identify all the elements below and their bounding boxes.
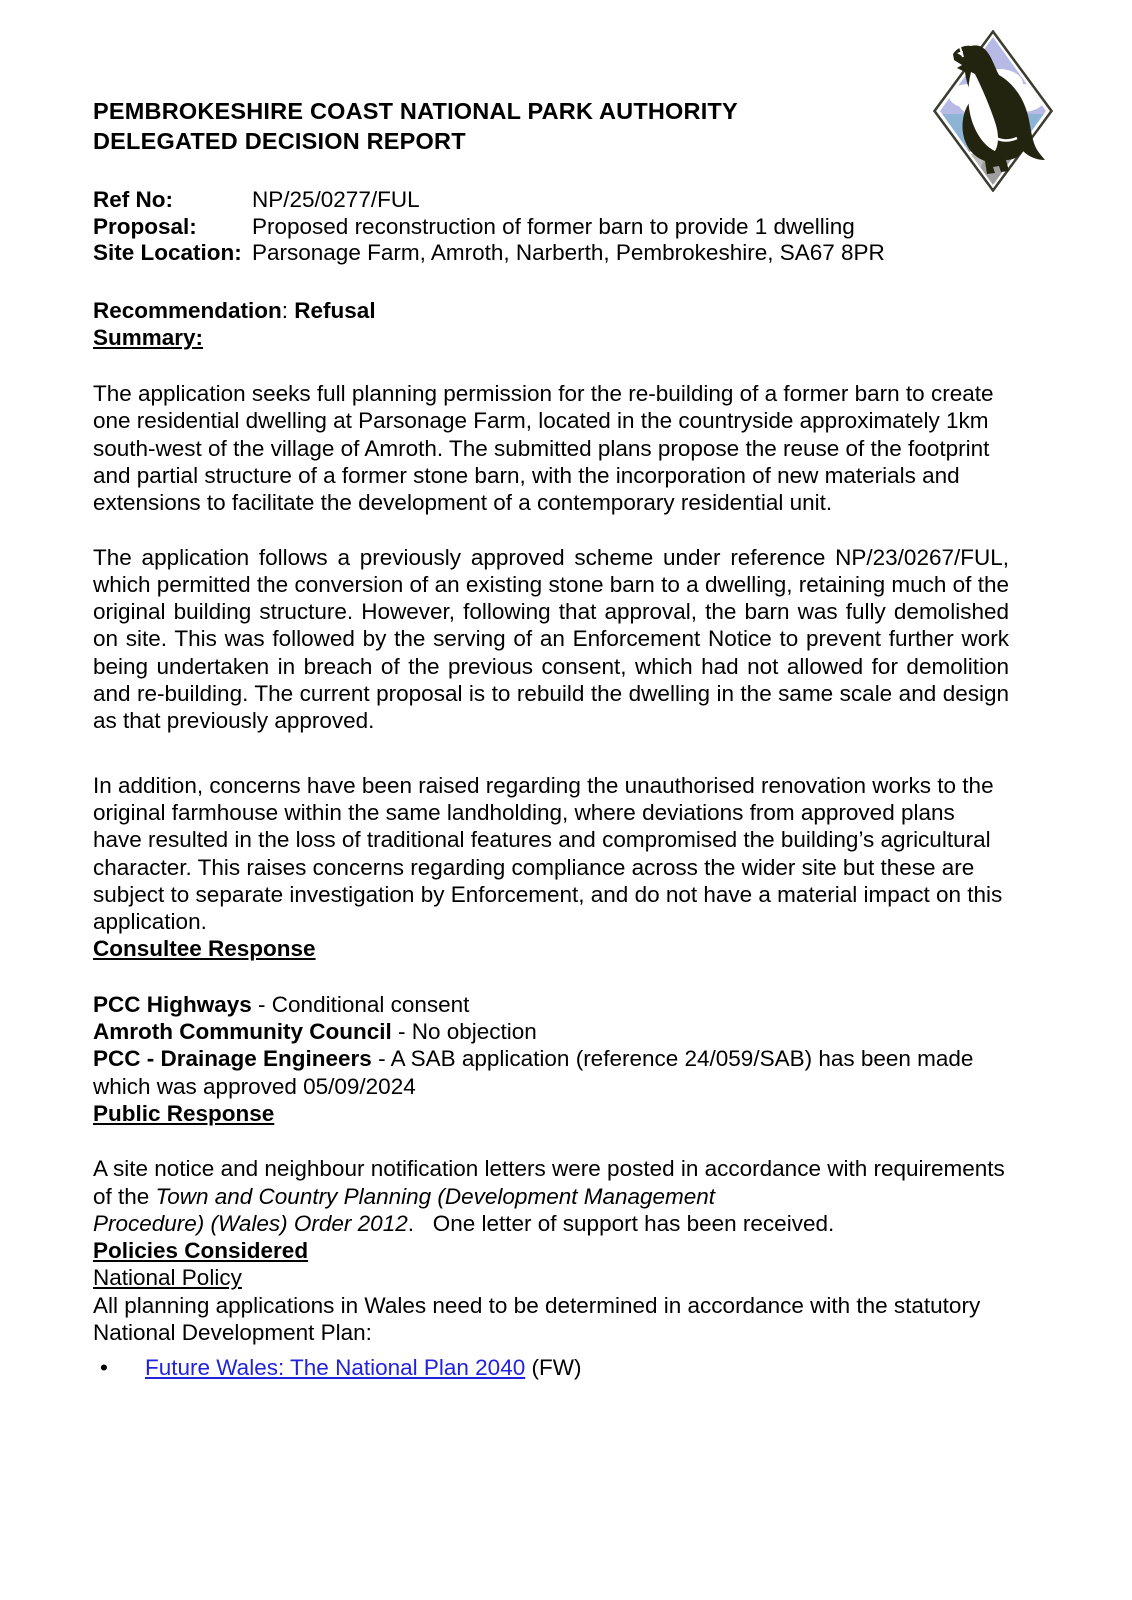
report-title <box>93 96 1009 156</box>
report-title-line2: DELEGATED DECISION REPORT <box>93 128 466 154</box>
statute-title-line2: Procedure) (Wales) Order 2012 <box>93 1210 408 1236</box>
summary-paragraph-2: The application follows a previously approved scheme under reference NP/23/0267/FUL, which permitted the conversion of an existing stone barn to a dwelling, retaining much of the original building structure. However, following that approval, the barn was fully demolished on site. This was followed by the serving of an Enforcement Notice to prevent further work being undertaken in breach of the previous consent, which had not allowed for demolition and re-building. The current proposal is to rebuild the dwelling in the same scale and design as that previously approved. <box>93 544 1009 734</box>
report-title-line1: PEMBROKESHIRE COAST NATIONAL PARK AUTHORITY <box>93 98 738 124</box>
recommendation-line <box>93 297 1009 324</box>
consultee-item-drainage-engineers <box>93 1045 1009 1100</box>
ref-no-value: NP/25/0277/FUL <box>252 187 420 212</box>
razorbill-diamond-icon <box>933 30 1053 192</box>
public-response-lead: A site notice and neighbour notification letters were posted in accordance with requirements of the <box>93 1156 1005 1209</box>
public-response-paragraph <box>93 1155 1009 1237</box>
application-meta <box>93 187 1009 267</box>
report-page <box>93 0 1009 1382</box>
public-response-heading: Public Response <box>93 1100 275 1126</box>
national-policy-subheading: National Policy <box>93 1265 242 1291</box>
site-location-label: Site Location: <box>93 240 242 265</box>
consultee-list <box>93 991 1009 1100</box>
consultee-response-heading: Consultee Response <box>93 936 316 962</box>
bullet-icon: • <box>100 1355 108 1381</box>
proposal-label: Proposal: <box>93 213 197 239</box>
pcnpa-logo <box>933 30 1053 192</box>
recommendation-separator: : <box>281 297 295 323</box>
summary-heading: Summary: <box>93 324 204 350</box>
consultee-response: - Conditional consent <box>251 991 470 1017</box>
policies-considered-heading: Policies Considered <box>93 1238 309 1264</box>
recommendation-label: Recommendation <box>93 297 282 323</box>
statute-title-line1: Town and Country Planning (Development Management <box>155 1183 716 1209</box>
policy-suffix: (FW) <box>525 1355 582 1381</box>
ref-no-row <box>93 187 1009 214</box>
site-location-row <box>93 240 1009 267</box>
consultee-response: - A SAB application (reference 24/059/SAB) has been made which was approved 05/09/2024 <box>93 1046 974 1099</box>
consultee-response: - No objection <box>391 1019 537 1045</box>
consultee-name: PCC Highways <box>93 991 252 1017</box>
national-policy-intro: All planning applications in Wales need to be determined in accordance with the statutory National Development Plan: <box>93 1292 981 1345</box>
ref-no-label: Ref No: <box>93 187 173 212</box>
consultee-item-highways <box>93 991 1009 1018</box>
site-location-value: Parsonage Farm, Amroth, Narberth, Pembrokeshire, SA67 8PR <box>252 240 885 265</box>
policy-bullet-item <box>93 1354 1009 1381</box>
proposal-value: Proposed reconstruction of former barn to provide 1 dwelling <box>252 213 855 239</box>
consultee-name: PCC - Drainage Engineers <box>93 1046 372 1072</box>
proposal-row <box>93 214 1009 241</box>
summary-paragraph-1: The application seeks full planning permission for the re-building of a former barn to create one residential dwelling at Parsonage Farm, located in the countryside approximately 1km south-west of the village of Amroth. The submitted plans propose the reuse of the footprint and partial structure of a former stone barn, with the incorporation of new materials and extensions to facilitate the development of a contemporary residential unit. <box>93 381 994 516</box>
consultee-name: Amroth Community Council <box>93 1019 392 1045</box>
summary-paragraph-3: In addition, concerns have been raised regarding the unauthorised renovation works to the original farmhouse within the same landholding, where deviations from approved plans have resulted in the loss of traditional features and compromised the building’s agricultural character. This raises concerns regarding compliance across the wider site but these are subject to separate investigation by Enforcement, and do not have a material impact on this application. <box>93 772 1003 935</box>
consultee-item-community-council <box>93 1018 1009 1045</box>
future-wales-link[interactable]: Future Wales: The National Plan 2040 <box>145 1355 526 1381</box>
recommendation-value: Refusal <box>294 297 376 323</box>
public-response-tail: . One letter of support has been received. <box>407 1210 835 1236</box>
policy-bullet-text <box>145 1354 581 1381</box>
